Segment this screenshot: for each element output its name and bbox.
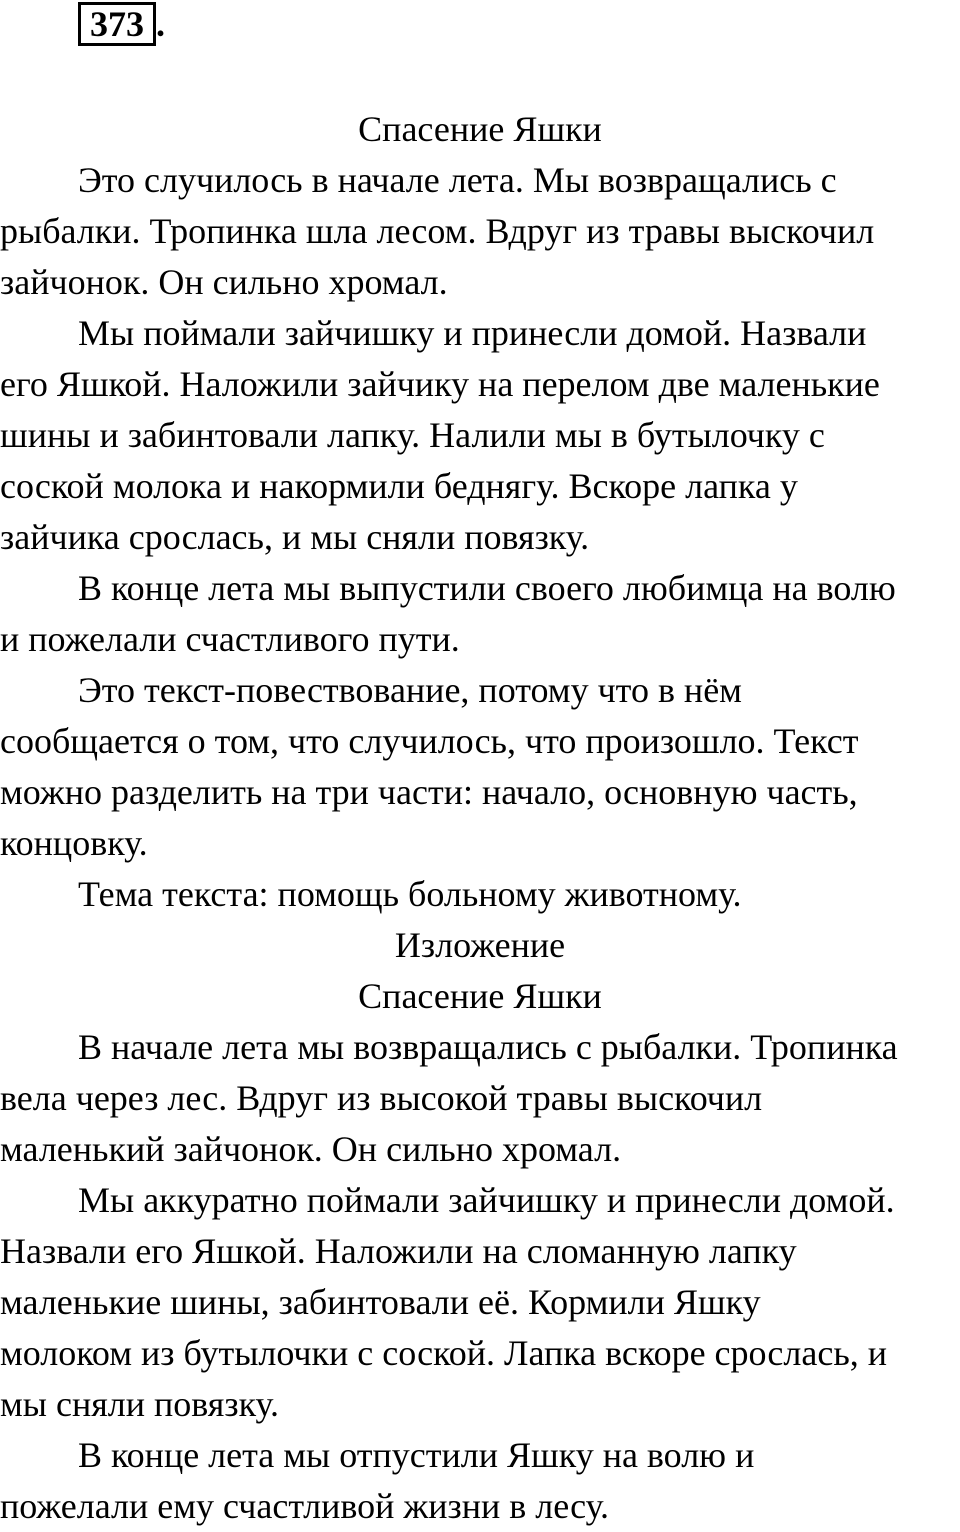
text-line: рыбалки. Тропинка шла лесом. Вдруг из травы выскочил xyxy=(0,211,875,251)
analysis-line: можно разделить на три части: начало, основную часть, xyxy=(0,772,858,812)
presentation-line: В конце лета мы отпустили Яшку на волю и xyxy=(78,1435,755,1475)
text-line: его Яшкой. Наложили зайчику на перелом две маленькие xyxy=(0,364,880,404)
text-line: соской молока и накормили беднягу. Вскоре лапка у xyxy=(0,466,798,506)
text-line: и пожелали счастливого пути. xyxy=(0,619,460,659)
text-title: Спасение Яшки xyxy=(358,109,602,149)
text-line: зайчонок. Он сильно хромал. xyxy=(0,262,448,302)
presentation-line: вела через лес. Вдруг из высокой травы выскочил xyxy=(0,1078,763,1118)
exercise-number-box xyxy=(78,2,156,46)
exercise-number-value: 373 xyxy=(90,4,144,44)
text-line: В конце лета мы выпустили своего любимца на волю xyxy=(78,568,896,608)
text-line: Это случилось в начале лета. Мы возвращались с xyxy=(78,160,837,200)
presentation-title: Спасение Яшки xyxy=(358,976,602,1016)
presentation-line: В начале лета мы возвращались с рыбалки. Тропинка xyxy=(78,1027,898,1067)
presentation-line: мы сняли повязку. xyxy=(0,1384,279,1424)
exercise-number-dot: . xyxy=(156,4,165,44)
text-line: зайчика срослась, и мы сняли повязку. xyxy=(0,517,590,557)
presentation-line: молоком из бутылочки с соской. Лапка вскоре срослась, и xyxy=(0,1333,888,1373)
text-line: Мы поймали зайчишку и принесли домой. Назвали xyxy=(78,313,867,353)
exercise-number xyxy=(78,2,165,46)
presentation-line: Назвали его Яшкой. Наложили на сломанную лапку xyxy=(0,1231,797,1271)
presentation-line: маленькие шины, забинтовали её. Кормили Яшку xyxy=(0,1282,761,1322)
presentation-line: маленький зайчонок. Он сильно хромал. xyxy=(0,1129,622,1169)
analysis-line: Это текст-повествование, потому что в нём xyxy=(78,670,742,710)
analysis-line: сообщается о том, что случилось, что произошло. Текст xyxy=(0,721,859,761)
analysis-line: концовку. xyxy=(0,823,148,863)
analysis-line: Тема текста: помощь больному животному. xyxy=(78,874,742,914)
document-body xyxy=(0,104,960,1532)
text-line: шины и забинтовали лапку. Налили мы в бутылочку с xyxy=(0,415,825,455)
presentation-line: пожелали ему счастливой жизни в лесу. xyxy=(0,1486,610,1526)
presentation-heading: Изложение xyxy=(394,925,566,965)
presentation-line: Мы аккуратно поймали зайчишку и принесли домой. xyxy=(78,1180,895,1220)
